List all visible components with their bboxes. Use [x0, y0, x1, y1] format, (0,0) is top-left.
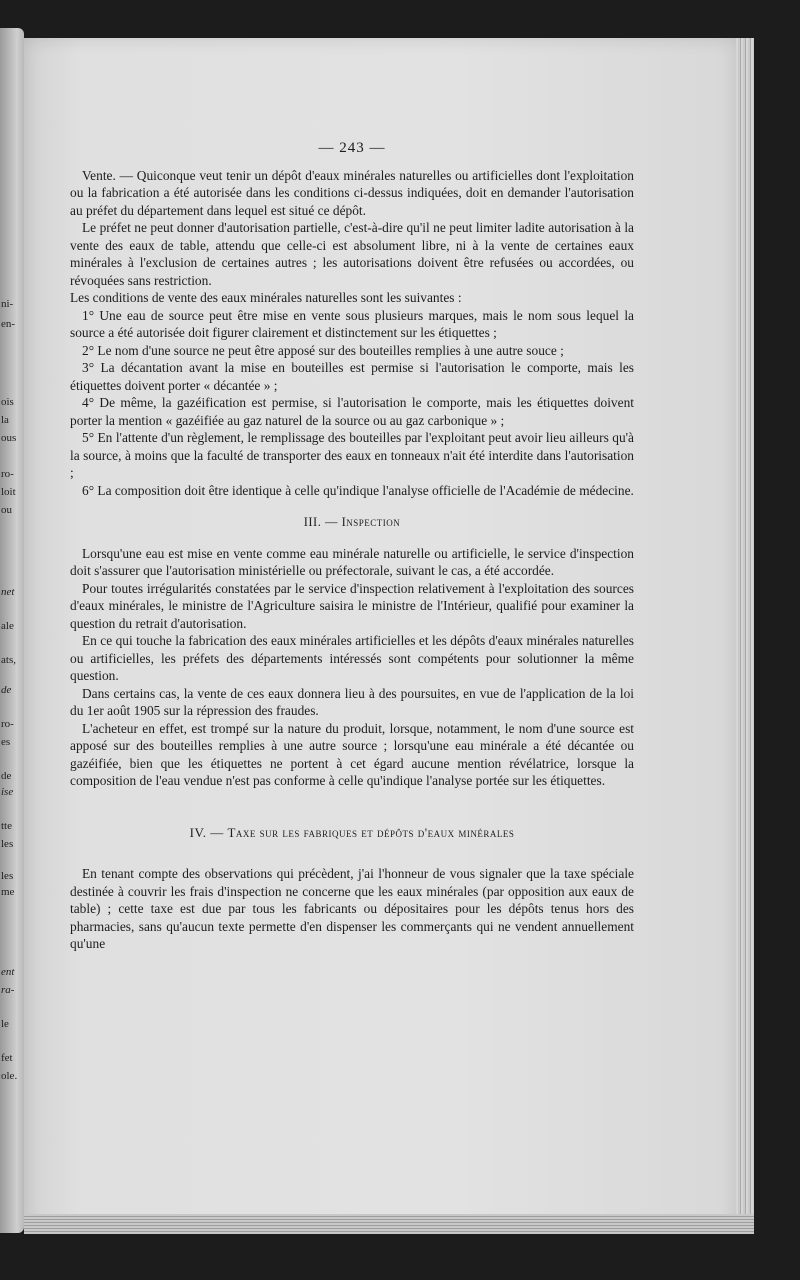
margin-fragment: fet: [1, 1052, 13, 1064]
paragraph: Les conditions de vente des eaux minérales naturelles sont les suivantes :: [70, 290, 462, 305]
margin-fragment: ra-: [1, 984, 15, 996]
margin-fragment: en-: [1, 318, 16, 330]
margin-fragment: loit: [1, 486, 16, 498]
list-item: 2° Le nom d'une source ne peut être apposé sur des bouteilles remplies à une autre souce ;: [82, 342, 564, 358]
margin-fragment: net: [1, 586, 15, 598]
section-vente: [70, 167, 634, 500]
margin-fragment: ise: [1, 786, 14, 798]
section-taxe: [70, 865, 634, 953]
margin-fragment: de: [1, 770, 12, 782]
section-heading-taxe: [70, 824, 634, 842]
page-stack-bottom: [24, 1214, 754, 1234]
margin-fragment: ats,: [1, 654, 16, 666]
paragraph: Dans certains cas, la vente de ces eaux donnera lieu à des poursuites, en vue de l'application de la loi du 1er août 1905 sur la répression des fraudes.: [70, 685, 634, 718]
section-heading-inspection: [70, 514, 634, 532]
margin-fragment: ois: [1, 396, 14, 408]
margin-fragment: tte: [1, 820, 12, 832]
margin-fragment: ro-: [1, 468, 14, 480]
list-item: 1° Une eau de source peut être mise en vente sous plusieurs marques, mais le nom sous lequel la source a été autorisée doit figurer clairement et distinctement sur les étiquettes ;: [70, 307, 634, 340]
paragraph: Lorsqu'une eau est mise en vente comme eau minérale naturelle ou artificielle, le service d'inspection doit s'assurer que l'autorisation ministérielle ou préfectorale, suivant le cas, a été accordée.: [70, 545, 634, 578]
margin-fragment: ous: [1, 432, 17, 444]
page-number: — 243 —: [318, 140, 386, 156]
margin-fragment: ale: [1, 620, 14, 632]
paragraph: En ce qui touche la fabrication des eaux minérales artificielles et les dépôts d'eaux minérales naturelles ou artificielles, les préfets des départements intéressés sont compétents pour solutionner la même question.: [70, 633, 634, 683]
section-inspection: [70, 545, 634, 790]
margin-fragment: ent: [1, 966, 15, 978]
margin-fragment: es: [1, 736, 11, 748]
page-content: [70, 140, 634, 953]
margin-fragment: ole.: [1, 1070, 18, 1082]
paragraph: En tenant compte des observations qui précèdent, j'ai l'honneur de vous signaler que la taxe spéciale destinée à couvrir les frais d'inspection ne concerne que les eaux minérales (par opposition aux eaux de table) ; cette taxe est due par tous les fabricants ou dépositaires pour les dépôts tenus hors des pharmacies, sans qu'aucun texte permette d'en dispenser les commerçants qui ne vendent annuellement qu'une: [70, 866, 634, 951]
facing-page-edge: [0, 28, 24, 1233]
margin-fragment: ro-: [1, 718, 14, 730]
margin-fragment: de: [1, 684, 12, 696]
list-item: 6° La composition doit être identique à celle qu'indique l'analyse officielle de l'Académie de médecine.: [82, 482, 634, 498]
heading-number: IV. —: [189, 824, 224, 840]
margin-fragment: me: [1, 886, 15, 898]
paragraph: Le préfet ne peut donner d'autorisation partielle, c'est-à-dire qu'il ne peut limiter ladite autorisation à la vente des eaux de table, attendu que celle-ci est absolument libre, ni à la vente de certaines eaux minérales à l'exclusion de certaines autres ; les autorisations doivent être refusées ou accordées, ou révoquées sans restriction.: [70, 220, 634, 288]
list-item: 3° La décantation avant la mise en bouteilles est permise si l'autorisation le comporte, mais les étiquettes doivent porter « décantée » ;: [70, 360, 634, 393]
list-item: 5° En l'attente d'un règlement, le remplissage des bouteilles par l'exploitant peut avoir lieu ailleurs qu'à la source, à moins que la faculté de transporter des eaux en tonneaux n'ait été interdite dans l'autorisation ;: [70, 430, 634, 480]
margin-fragment: le: [1, 1018, 9, 1030]
paragraph: Vente. — Quiconque veut tenir un dépôt d'eaux minérales naturelles ou artificielles dont l'exploitation ou la fabrication a été autorisée dans les conditions ci-dessus indiquées, doit en demander l'autorisation au préfet du département dans lequel est situé ce dépôt.: [70, 167, 634, 218]
margin-fragment: les: [1, 838, 14, 850]
margin-fragment: ou: [1, 504, 12, 516]
paragraph: L'acheteur en effet, est trompé sur la nature du produit, lorsque, notamment, le nom d'une source est apposé sur des bouteilles remplies à une autre source ; lorsqu'une eau minérale a été décantée ou gazéifiée, bien que les étiquettes ne portent à cet égard aucune mention révélatrice, lorsque la composition de l'eau vendue n'est pas conforme à celle qu'indique l'analyse portée sur les étiquettes.: [70, 720, 634, 788]
margin-fragment: ni-: [1, 298, 14, 310]
paragraph: Pour toutes irrégularités constatées par le service d'inspection relativement à l'exploitation des sources d'eaux minérales, le ministre de l'Agriculture saisira le ministre de l'Intérieur, qualifié pour examiner la question du retrait d'autorisation.: [70, 580, 634, 631]
heading-title: Inspection: [341, 515, 401, 529]
heading-title: Taxe sur les fabriques et dépôts d'eaux minérales: [227, 824, 515, 840]
margin-fragment: la: [1, 414, 9, 426]
list-item: 4° De même, la gazéification est permise, si l'autorisation le comporte, mais les étiquettes doivent porter la mention « gazéifiée au gaz naturel de la source ou au gaz carbonique » ;: [70, 395, 634, 428]
heading-number: III. —: [303, 515, 338, 529]
margin-fragment: les: [1, 870, 14, 882]
